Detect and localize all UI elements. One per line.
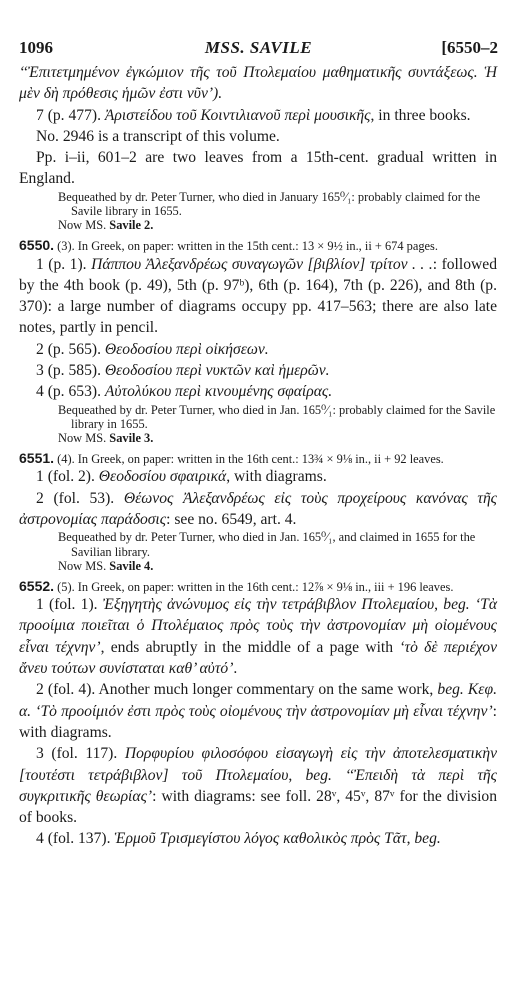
item-3: 3 (p. 585). Θεοδοσίου περὶ νυκτῶν καὶ ἡμερῶν.: [36, 362, 330, 380]
item-1: 1 (fol. 1). Ἐξηγητὴς ἀνώνυμος εἰς τὴν τετράβιβλον Πτολεμαίου, beg. ‘Τὰ προοίμια ποιεῖται ὁ Πτολέμαιος πρὸς τοὺς τὴν ἀστρονομίαν μὴ οἰομένους εἶναι τέχνην’, ends abruptly in the middle of a page with ‘τὸ δὲ περιέχον ἄνευ τούτων συνίσταται καθ’ αὐτό’.: [19, 596, 498, 678]
provenance-note: Bequeathed by dr. Peter Turner, who died in Jan. 165⁰⁄₁: probably claimed for the Savile library in 1655.: [58, 402, 496, 431]
continued-text: ‘‘Ἐπιτετμημένον ἐγκώμιον τῆς τοῦ Πτολεμαίου μαθηματικῆς συντάξεως. Ἡ μὲν δὴ πρόθεσις ἡμῶν ἐστι νῦν’).: [19, 64, 498, 103]
item-2: 2 (fol. 4). Another much longer commentary on the same work, beg. Κεφ. α. ‘Τὸ προοίμιόν ἐστι πρὸς τοὺς οἰομένους τὴν ἀστρονομίαν μὴ εἶναι τέχνην’: with diagrams.: [19, 681, 497, 741]
item-2: 2 (p. 565). Θεοδοσίου περὶ οἰκήσεων.: [36, 340, 269, 358]
entry-number: 6551.: [19, 450, 55, 467]
entry-range: [6550–2: [441, 38, 498, 57]
provenance-note: Bequeathed by dr. Peter Turner, who died in Jan. 165⁰⁄₁, and claimed in 1655 for the Savilian library.: [58, 530, 476, 559]
shelfmark: Now MS. Savile 3.: [58, 431, 154, 446]
item-7: 7 (p. 477). Ἀριστείδου τοῦ Κοιντιλιανοῦ περὶ μουσικῆς, in three books.: [36, 106, 471, 124]
provenance-note: Bequeathed by dr. Peter Turner, who died in January 165⁰⁄₁: probably claimed for the Savile library in 1655.: [58, 189, 481, 218]
transcript-note: No. 2946 is a transcript of this volume.: [36, 127, 280, 145]
page-body: [19, 62, 497, 850]
shelfmark: Now MS. Savile 2.: [58, 218, 154, 233]
entry-heading-6551: 6551. (4). In Greek, on paper: written in the 16th cent.: 13¾ × 9⅛ in., ii + 92 leaves.: [19, 450, 444, 467]
entry-heading-6552: 6552. (5). In Greek, on paper: written in the 16th cent.: 12⅞ × 9⅛ in., iii + 196 leaves.: [19, 577, 454, 594]
item-3: 3 (fol. 117). Πορφυρίου φιλοσόφου εἰσαγωγὴ εἰς τὴν ἀποτελεσματικὴν [τουτέστι τετράβιβλον] τοῦ Πτολεμαίου, beg. ‘‘Ἐπειδὴ τὰ περὶ τῆς συγκριτικῆς θεωρίας’: with diagrams: see foll. 28ᵛ, 45ᵛ, 87ᵛ for the division of books.: [19, 745, 498, 827]
leaves-note: Pp. i–ii, 601–2 are two leaves from a 15th-cent. gradual written in England.: [19, 149, 497, 188]
entry-heading-6550: 6550. (3). In Greek, on paper: written in the 15th cent.: 13 × 9½ in., ii + 674 pages.: [19, 237, 438, 254]
item-1: 1 (fol. 2). Θεοδοσίου σφαιρικά, with diagrams.: [36, 468, 327, 486]
entry-number: 6552.: [19, 577, 55, 594]
entry-number: 6550.: [19, 237, 55, 254]
item-2: 2 (fol. 53). Θέωνος Ἀλεξανδρέως εἰς τοὺς προχείρους κανόνας τῆς ἀστρονομίας παράδοσις: see no. 6549, art. 4.: [19, 489, 498, 529]
page-number: 1096: [19, 38, 53, 57]
item-4: 4 (p. 653). Αὐτολύκου περὶ κινουμένης σφαίρας.: [36, 383, 333, 401]
running-title: MSS. SAVILE: [204, 38, 313, 57]
running-header: [19, 38, 498, 60]
item-1: 1 (p. 1). Πάππου Ἀλεξανδρέως συναγωγῶν [βιβλίον] τρίτον . . .: followed by the 4th book (p. 49), 5th (p. 97ᵇ), 6th (p. 164), 7th (p. 226), and 8th (p. 370): a large number of diagrams occupy pp. 417–563; there are also late notes, partly in pencil.: [19, 255, 497, 337]
shelfmark: Now MS. Savile 4.: [58, 558, 154, 573]
item-4: 4 (fol. 137). Ἑρμοῦ Τρισμεγίστου λόγος καθολικὸς πρὸς Τᾶτ, beg.: [36, 830, 441, 848]
